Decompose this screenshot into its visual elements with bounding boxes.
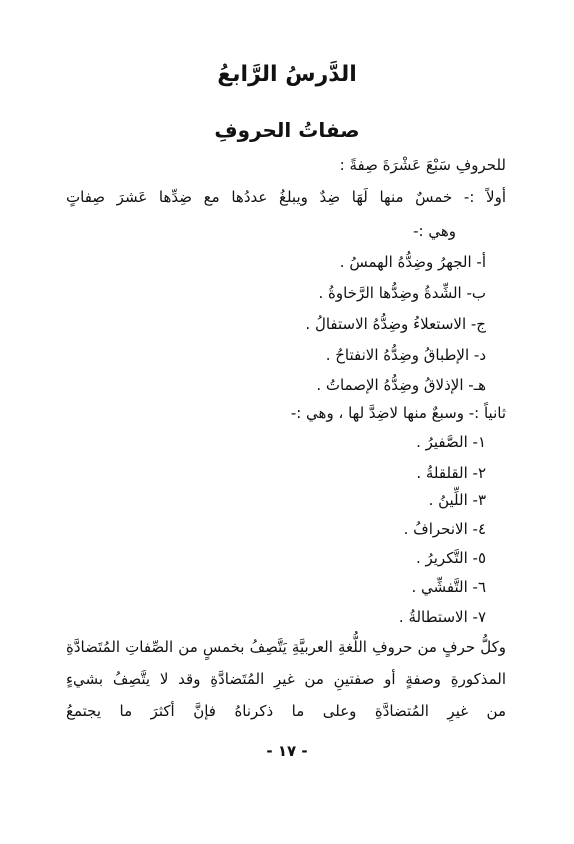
opposite-item-d: د- الإطباقُ وضِدُّهُ الانفتاحُ . (325, 346, 486, 364)
single-item-1: ١- الصَّفيرُ . (416, 433, 486, 451)
closing-line-3: من غيرِ المُتضادَّةِ وعلى ما ذكرناهُ فإنَّ أكثرَ ما يجتمعُ (66, 702, 506, 720)
opposite-item-b: ب- الشِّدةُ وضِدُّها الرَّخاوةُ . (318, 284, 486, 302)
single-item-7: ٧- الاستطالةُ . (398, 608, 486, 626)
single-item-5: ٥- التَّكريرُ . (415, 549, 486, 567)
section-subtitle: صفاتُ الحروفِ (214, 118, 360, 142)
opposite-item-e: هـ- الإذلاقُ وضِدُّهُ الإصماتُ . (316, 376, 486, 394)
closing-line-1: وكلُّ حرفٍ من حروفِ اللُّغةِ العربيَّةِ يَتَّصِفُ بخمسٍ من الصِّفاتِ المُتَضادَّةِ (66, 638, 506, 656)
page-number: - ١٧ - (266, 742, 308, 760)
first-group-line-2: وهي :- (413, 222, 456, 240)
second-group-line-1: ثانياً :- وسبعٌ منها لاضِدَّ لها ، وهي :- (290, 404, 506, 422)
single-item-6: ٦- التَّفشِّي . (411, 578, 486, 596)
single-item-2: ٢- القلقلةُ . (416, 464, 486, 482)
closing-line-2: المذكورةِ وصفةٍ أو صفتينِ من غيرِ المُتَضادَّةِ وقد لا يتَّصِفُ بشيءٍ (66, 670, 506, 688)
first-group-line-1: أولاً :- خمسٌ منها لَهَا ضِدٌ ويبلغُ عددُها مع ضِدِّها عَشرَ صِفاتٍ (66, 188, 506, 206)
opposite-item-c: ج- الاستعلاءُ وضِدُّهُ الاستفالُ . (305, 315, 486, 333)
intro-line: للحروفِ سَبْعَ عَشْرَةَ صِفةً : (339, 156, 506, 174)
single-item-3: ٣- اللِّينُ . (428, 491, 486, 509)
opposite-item-a: أ- الجهرُ وضِدُّهُ الهمسُ . (339, 253, 486, 271)
single-item-4: ٤- الانحرافُ . (403, 520, 486, 538)
lesson-title: الدَّرسُ الرَّابعُ (217, 62, 357, 87)
